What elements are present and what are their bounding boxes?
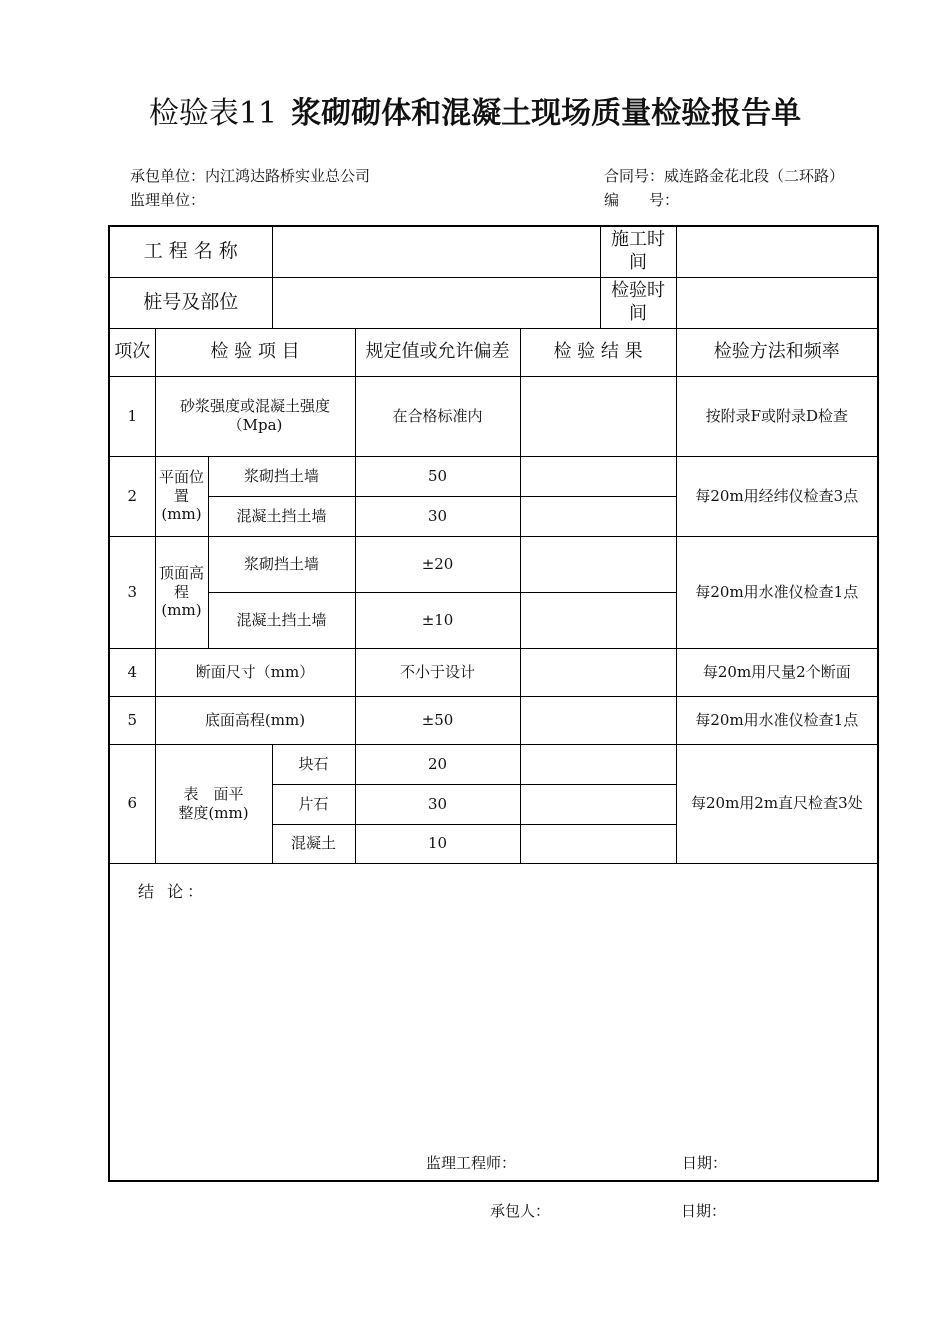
table-row: [109, 456, 878, 496]
spec-value: 在合格标准内: [355, 376, 520, 456]
check-item: 底面高程(mm): [155, 696, 355, 744]
project-name-value[interactable]: [272, 226, 600, 277]
col-result-header: 检 验 结 果: [520, 328, 676, 376]
col-index-header: 项次: [109, 328, 155, 376]
form-title: 浆砌砌体和混凝土现场质量检验报告单: [291, 96, 802, 131]
row-number: 6: [109, 744, 155, 863]
inspection-time-label: 检验时间: [600, 277, 676, 328]
col-spec-header: 规定值或允许偏差: [355, 328, 520, 376]
spec-value: 50: [355, 456, 520, 496]
contractor-person-label: 承包人：: [490, 1202, 551, 1220]
project-name-label: 工 程 名 称: [109, 226, 272, 277]
row-number: 4: [109, 648, 155, 696]
check-group: 平面位置(mm): [155, 456, 208, 536]
inspection-table: [108, 225, 879, 1182]
method-cell: 每20m用2m直尺检查3处: [676, 744, 878, 863]
spec-value: 10: [355, 824, 520, 863]
conclusion-label: 结 论：: [138, 881, 208, 901]
sub-item: 块石: [272, 744, 355, 784]
check-group: 表 面平整度(mm): [155, 744, 272, 863]
method-cell: 按附录F或附录D检查: [676, 376, 878, 456]
spec-value: ±20: [355, 536, 520, 592]
table-row: [109, 376, 878, 456]
station-label: 桩号及部位: [109, 277, 272, 328]
document-title: [0, 88, 950, 132]
row-number: 2: [109, 456, 155, 536]
result-cell[interactable]: [520, 824, 676, 863]
contract-number: 合同号：威连路金花北段（二环路）: [604, 167, 845, 185]
serial-number: 编 号：: [604, 191, 680, 209]
row-number: 3: [109, 536, 155, 648]
sub-item: 混凝土挡土墙: [208, 592, 355, 648]
station-value[interactable]: [272, 277, 600, 328]
sub-item: 片石: [272, 784, 355, 824]
row-number: 5: [109, 696, 155, 744]
form-code: 检验表11: [148, 96, 278, 131]
spec-value: 20: [355, 744, 520, 784]
result-cell[interactable]: [520, 744, 676, 784]
method-cell: 每20m用水准仪检查1点: [676, 696, 878, 744]
sub-item: 混凝土: [272, 824, 355, 863]
result-cell[interactable]: [520, 536, 676, 592]
col-method-header: 检验方法和频率: [676, 328, 878, 376]
supervisor-unit: 监理单位：: [130, 191, 206, 209]
check-item: 断面尺寸（mm）: [155, 648, 355, 696]
row-number: 1: [109, 376, 155, 456]
result-cell[interactable]: [520, 592, 676, 648]
method-cell: 每20m用经纬仪检查3点: [676, 456, 878, 536]
result-cell[interactable]: [520, 696, 676, 744]
result-cell[interactable]: [520, 648, 676, 696]
table-row: [109, 536, 878, 592]
sub-item: 浆砌挡土墙: [208, 536, 355, 592]
spec-value: ±50: [355, 696, 520, 744]
engineer-date-label: 日期：: [682, 1153, 728, 1172]
conclusion-row: [109, 863, 878, 1181]
engineer-label: 监理工程师：: [426, 1153, 517, 1172]
spec-value: 不小于设计: [355, 648, 520, 696]
construction-time-value[interactable]: [676, 226, 878, 277]
inspection-time-value[interactable]: [676, 277, 878, 328]
check-item: 砂浆强度或混凝土强度（Mpa): [155, 376, 355, 456]
conclusion-area[interactable]: [109, 863, 878, 1181]
result-cell[interactable]: [520, 376, 676, 456]
table-row: [109, 744, 878, 784]
table-row: [109, 648, 878, 696]
result-cell[interactable]: [520, 496, 676, 536]
table-row: [109, 696, 878, 744]
column-header-row: [109, 328, 878, 376]
spec-value: ±10: [355, 592, 520, 648]
station-row: [109, 277, 878, 328]
result-cell[interactable]: [520, 784, 676, 824]
project-name-row: [109, 226, 878, 277]
method-cell: 每20m用尺量2个断面: [676, 648, 878, 696]
contractor-unit: 承包单位：内江鸿达路桥实业总公司: [130, 167, 371, 185]
spec-value: 30: [355, 784, 520, 824]
result-cell[interactable]: [520, 456, 676, 496]
check-group: 顶面高程(mm): [155, 536, 208, 648]
sub-item: 混凝土挡土墙: [208, 496, 355, 536]
construction-time-label: 施工时间: [600, 226, 676, 277]
sub-item: 浆砌挡土墙: [208, 456, 355, 496]
method-cell: 每20m用水准仪检查1点: [676, 536, 878, 648]
contractor-date-label: 日期：: [681, 1202, 727, 1220]
col-item-header: 检 验 项 目: [155, 328, 355, 376]
spec-value: 30: [355, 496, 520, 536]
